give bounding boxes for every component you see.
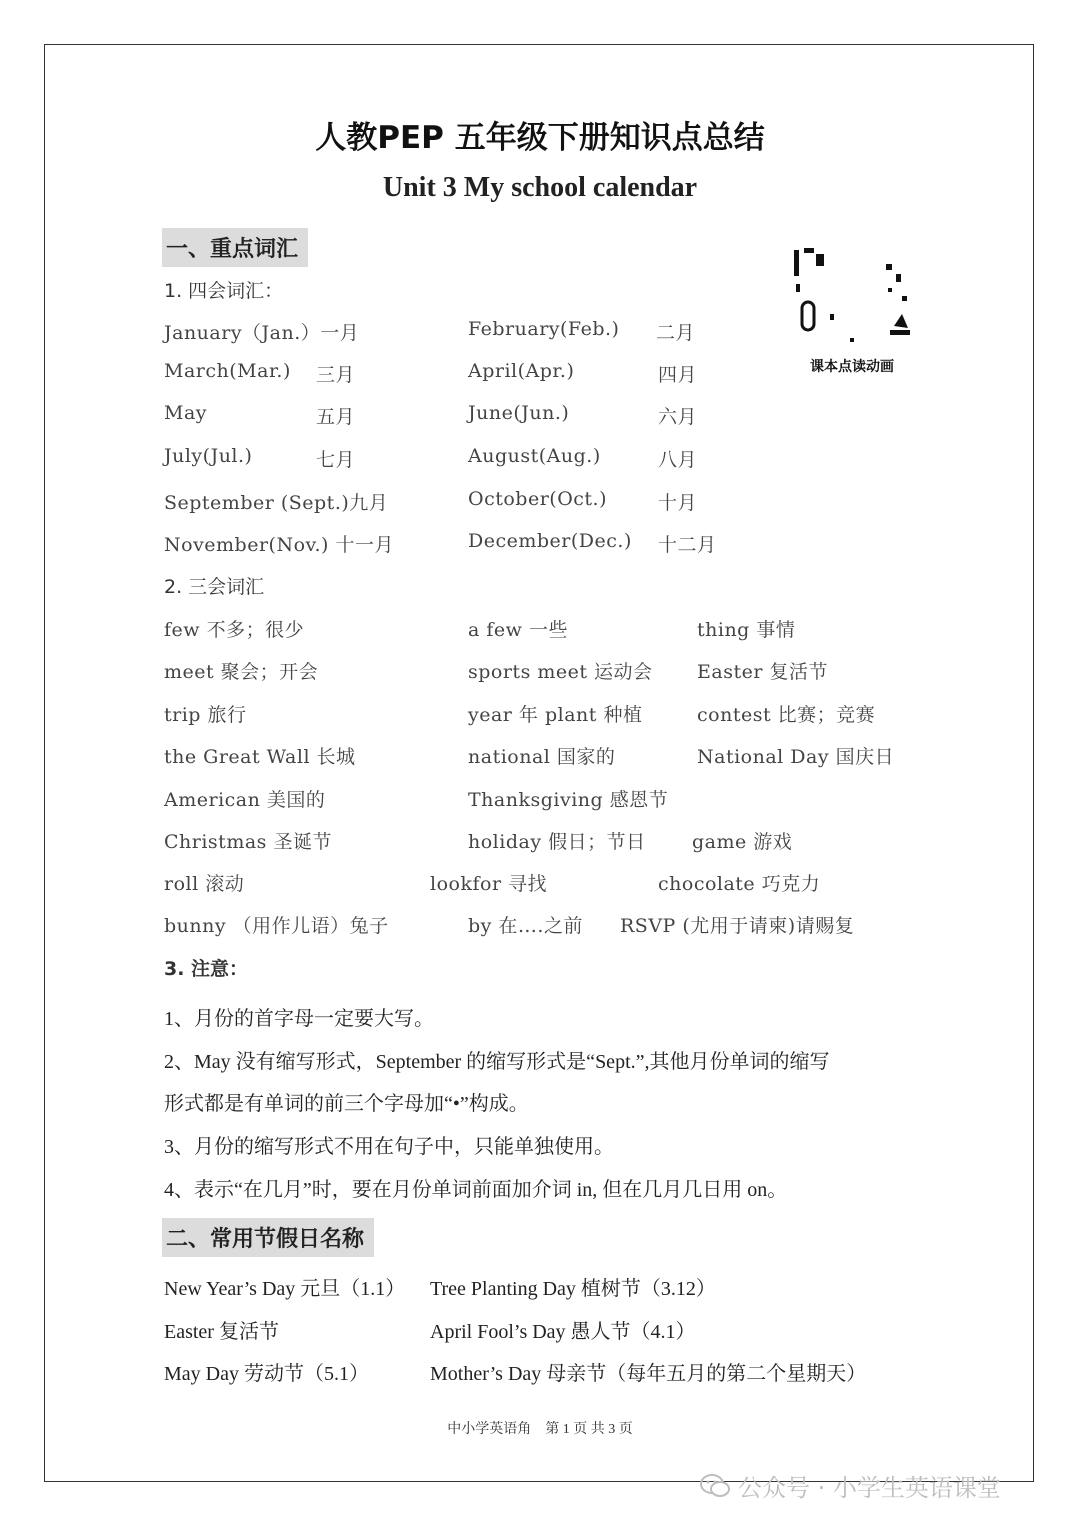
vocab-item: Christmas 圣诞节 (164, 831, 332, 853)
holiday-item: Mother’s Day 母亲节（每年五月的第二个星期天） (430, 1363, 867, 1385)
holiday-item: May Day 劳动节（5.1） (164, 1363, 369, 1385)
vocab-item: game 游戏 (692, 831, 793, 853)
note-line: 4、表示“在几月”时，要在月份单词前面加介词 in, 但在几月几日用 on。 (164, 1179, 788, 1201)
watermark-text: 公众号 · 小学生英语课堂 (738, 1474, 1001, 1502)
page-footer: 中小学英语角 第 1 页 共 3 页 (447, 1422, 633, 1437)
unit-subtitle: Unit 3 My school calendar (382, 172, 698, 203)
vocab-en: November(Nov.) 十一月 (164, 534, 394, 556)
vocab-en: August(Aug.) (468, 445, 601, 467)
vocab-zh: 七月 (316, 449, 356, 471)
holiday-item: Tree Planting Day 植树节（3.12） (430, 1278, 716, 1300)
vocab-en: September (Sept.)九月 (164, 492, 389, 514)
vocab-zh: 八月 (658, 449, 698, 471)
vocab-en: July(Jul.) (164, 445, 253, 467)
vocab-item: Easter 复活节 (697, 661, 828, 683)
vocab-zh: 二月 (656, 322, 696, 344)
section-heading-vocab: 一、重点词汇 (162, 228, 308, 267)
vocab-en: June(Jun.) (468, 402, 570, 424)
qr-code-icon (790, 244, 914, 354)
vocab-item: sports meet 运动会 (468, 661, 653, 683)
note-line: 3、月份的缩写形式不用在句子中，只能单独使用。 (164, 1136, 614, 1158)
qr-caption: 课本点读动画 (810, 359, 894, 375)
note-line: 1、月份的首字母一定要大写。 (164, 1008, 434, 1030)
holiday-item: New Year’s Day 元旦（1.1） (164, 1278, 406, 1300)
vocab-item: meet 聚会；开会 (164, 661, 319, 683)
vocab-item: few 不多；很少 (164, 619, 305, 641)
qr-code[interactable] (790, 244, 914, 380)
vocab-item: lookfor 寻找 (430, 873, 548, 895)
holiday-item: April Fool’s Day 愚人节（4.1） (430, 1321, 696, 1343)
note-line: 形式都是有单词的前三个字母加“•”构成。 (164, 1093, 529, 1115)
vocab-en: January（Jan.）一月 (164, 322, 360, 344)
vocab-item: Thanksgiving 感恩节 (468, 789, 669, 811)
page-title: 人教PEP 五年级下册知识点总结 (315, 120, 765, 156)
vocab-item: thing 事情 (697, 619, 796, 641)
vocab-en: February(Feb.) (468, 318, 620, 340)
vocab-item: contest 比赛；竞赛 (697, 704, 876, 726)
vocab-zh: 十二月 (658, 534, 717, 556)
note-line: 2、May 没有缩写形式，September 的缩写形式是“Sept.”,其他月份单词的缩写 (164, 1051, 830, 1073)
vocab-zh: 四月 (658, 364, 698, 386)
vocab-item: roll 滚动 (164, 873, 245, 895)
vocab-en: December(Dec.) (468, 530, 632, 552)
notes-heading: 3. 注意： (164, 958, 249, 980)
vocab-zh: 六月 (658, 406, 698, 428)
four-skill-heading: 1. 四会词汇： (164, 280, 284, 302)
vocab-item: year 年 plant 种植 (468, 704, 643, 726)
vocab-item: bunny （用作儿语）兔子 (164, 915, 389, 937)
vocab-item: chocolate 巧克力 (658, 873, 821, 895)
vocab-item: by 在….之前 (468, 915, 583, 937)
vocab-item: the Great Wall 长城 (164, 746, 356, 768)
vocab-item: trip 旅行 (164, 704, 247, 726)
wechat-icon (700, 1473, 730, 1505)
vocab-item: a few 一些 (468, 619, 568, 641)
three-skill-heading: 2. 三会词汇 (164, 576, 265, 598)
vocab-en: March(Mar.) (164, 360, 291, 382)
vocab-en: April(Apr.) (468, 360, 575, 382)
watermark (700, 1468, 1001, 1505)
vocab-zh: 三月 (316, 364, 356, 386)
vocab-item: RSVP (尤用于请柬)请赐复 (620, 915, 855, 937)
vocab-item: national 国家的 (468, 746, 616, 768)
vocab-item: National Day 国庆日 (697, 746, 895, 768)
vocab-item: American 美国的 (164, 789, 326, 811)
vocab-zh: 五月 (316, 406, 356, 428)
holiday-item: Easter 复活节 (164, 1321, 279, 1343)
section-heading-holidays: 二、常用节假日名称 (162, 1218, 374, 1257)
vocab-zh: 十月 (658, 492, 698, 514)
vocab-item: holiday 假日；节日 (468, 831, 646, 853)
vocab-en: May (164, 402, 208, 424)
vocab-en: October(Oct.) (468, 488, 607, 510)
